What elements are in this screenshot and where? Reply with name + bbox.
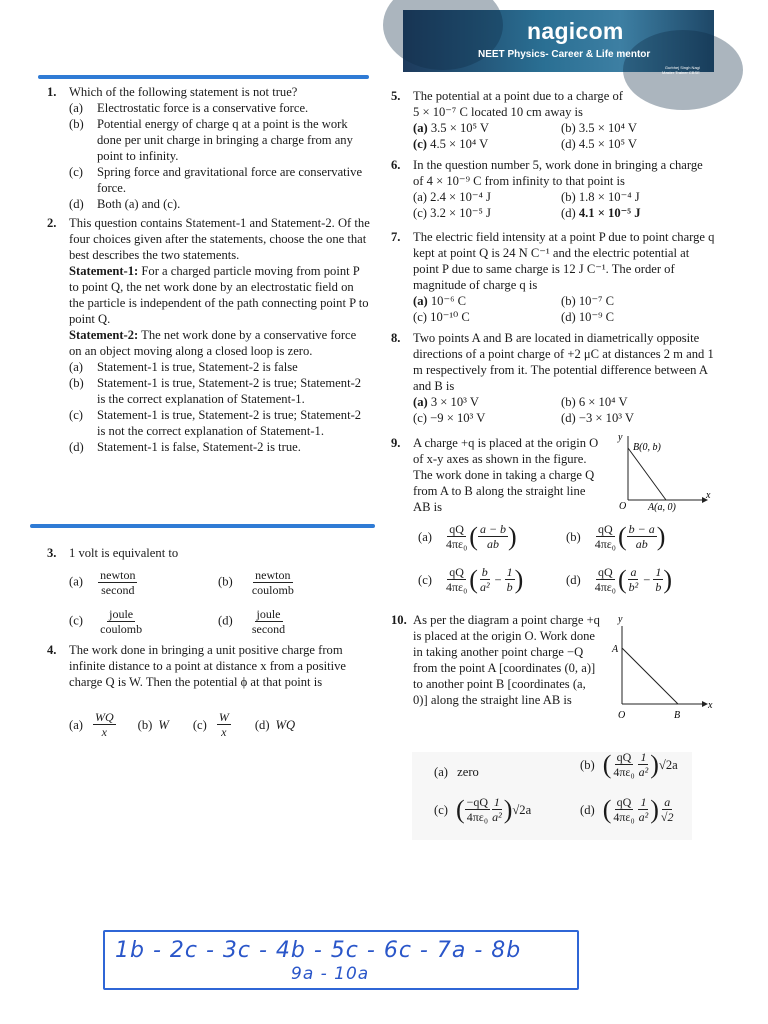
option-label: (d) — [561, 310, 576, 324]
answer-key-line-1: 1b - 2c - 3c - 4b - 5c - 6c - 7a - 8b — [115, 938, 522, 963]
option-c — [413, 309, 561, 325]
option-text: 6 × 10⁴ V — [578, 395, 628, 409]
question-text: The work done in bringing a unit positive charge from infinite distance to a point at distance x from a positive charge Q is W. Then the potential ϕ at that point is — [69, 643, 346, 689]
question-text: As per the diagram a point charge +q is placed at the origin O. Work done in taking another point charge −Q from the point A [coordinates (0, a)] to another point B [coordinates (a, 0)] along the straight line AB is — [413, 613, 600, 707]
option-d — [561, 309, 614, 325]
option-text: Statement-1 is true, Statement-2 is true; Statement-2 is not the correct explanation of Statement-1. — [97, 408, 362, 438]
option-label: (a) — [418, 529, 432, 544]
option-text: zero — [457, 765, 479, 779]
option-label: (c) — [69, 165, 83, 179]
option-label: (a) — [69, 717, 83, 732]
option-b — [218, 568, 296, 597]
numerator: newton — [255, 568, 291, 582]
option-text: Potential energy of charge q at a point is the work done per unit charge in bringing a charge from any point to infinity. — [97, 117, 353, 163]
denominator: b — [655, 580, 662, 594]
question-text: In the question number 5, work done in bringing a charge of 4 × 10⁻⁹ C from infinity to that point is — [413, 158, 703, 188]
option-label: (a) — [413, 121, 428, 135]
numerator: 1 — [640, 750, 647, 764]
point-a-label: A(a, 0) — [648, 502, 676, 513]
option-label: (c) — [413, 411, 427, 425]
option-label: (d) — [561, 206, 576, 220]
option-b — [561, 293, 614, 309]
question-4-options — [69, 710, 369, 739]
option-a — [413, 189, 561, 205]
option-label: (c) — [413, 137, 427, 151]
paren-right: ) — [508, 521, 517, 551]
numerator: qQ — [597, 565, 613, 579]
option-a — [413, 120, 561, 136]
option-label: (a) — [434, 765, 448, 779]
fraction — [490, 795, 504, 824]
numerator: qQ — [616, 795, 632, 809]
denominator: 4πε₀ — [613, 765, 635, 779]
denominator: √2 — [660, 810, 674, 824]
option-text: 10⁻⁹ C — [578, 310, 615, 324]
minus-sign: − — [494, 572, 502, 587]
option-b — [561, 189, 640, 205]
statement-1 — [69, 263, 371, 327]
paren-right: ) — [503, 794, 513, 824]
option-d — [69, 196, 371, 212]
question-number: 10. — [391, 613, 407, 627]
fraction — [505, 565, 515, 594]
denominator: ab — [635, 537, 648, 551]
point-b-label: B(0, b) — [633, 442, 661, 453]
fraction — [93, 710, 116, 739]
numerator: −qQ — [466, 795, 489, 809]
brand-banner — [403, 10, 714, 75]
option-text: Both (a) and (c). — [97, 197, 181, 211]
denominator: ab — [486, 537, 499, 551]
option-label: (a) — [413, 395, 428, 409]
question-4 — [47, 642, 371, 690]
question-1 — [47, 84, 371, 212]
denominator: 4πε₀ — [445, 537, 468, 551]
question-number: 1. — [47, 85, 57, 99]
numerator: qQ — [449, 565, 464, 579]
denominator: 4πε₀ — [594, 537, 616, 551]
option-c — [69, 607, 144, 636]
question-number: 9. — [391, 436, 401, 450]
fraction — [98, 568, 137, 597]
option-label: (c) — [413, 206, 427, 220]
option-text: 3.5 × 10⁵ V — [430, 121, 489, 135]
denominator: b² — [628, 580, 639, 594]
option-label: (d) — [580, 802, 595, 817]
numerator: 1 — [506, 565, 513, 579]
denominator: 4πε₀ — [445, 580, 468, 594]
option-b — [69, 375, 371, 407]
fraction — [250, 568, 296, 597]
answer-key-line-2: 9a - 10a — [291, 964, 370, 984]
option-label: (c) — [69, 408, 83, 422]
author-name: Gurbhej Singh Nagi — [664, 65, 700, 70]
numerator: a — [630, 565, 637, 579]
fraction — [659, 795, 676, 824]
option-label: (b) — [561, 294, 576, 308]
q9-option-b — [566, 522, 665, 551]
option-label: (b) — [561, 121, 576, 135]
fraction — [627, 565, 641, 594]
paren-left: ( — [617, 521, 627, 551]
line-ab — [628, 448, 666, 500]
option-text: −3 × 10³ V — [578, 411, 635, 425]
q10-figure — [606, 612, 716, 724]
x-label: x — [708, 700, 713, 711]
option-label: (b) — [137, 717, 153, 732]
fraction — [593, 522, 618, 551]
statement-text: For a charged particle moving from point P to point Q, the net work done by an electrostatic field on the particle is independent of the path connecting point P to point Q. — [69, 264, 369, 326]
option-text: 10⁻⁷ C — [578, 294, 615, 308]
question-text: Which of the following statement is not true? — [69, 85, 298, 99]
option-c — [413, 136, 561, 152]
option-d — [561, 205, 641, 221]
q10-option-d — [580, 795, 676, 824]
question-number: 8. — [391, 331, 401, 345]
fraction — [637, 795, 651, 824]
statement-label: Statement-1: — [69, 264, 139, 278]
question-text: This question contains Statement-1 and Statement-2. Of the four choices given after the statements, choose the one that best describes the two statements. — [69, 216, 370, 262]
option-text: W — [158, 717, 169, 732]
denominator: second — [251, 622, 286, 636]
brand-name: nagicom — [527, 18, 624, 44]
statement-label: Statement-2: — [69, 328, 139, 342]
q10-option-b — [580, 750, 678, 779]
option-text: Statement-1 is true, Statement-2 is false — [97, 360, 298, 374]
option-text: √2a — [658, 757, 678, 772]
question-text: A charge +q is placed at the origin O of x-y axes as shown in the figure. The work done in taking a charge Q from A to B along the straight line AB is — [413, 436, 599, 514]
option-text: 2.4 × 10⁻⁴ J — [430, 190, 491, 204]
answer-key-box — [103, 930, 579, 990]
author-title: Master Trainer CBSE — [662, 70, 700, 75]
q9-option-a — [418, 522, 517, 551]
numerator: qQ — [597, 522, 613, 536]
question-5 — [391, 88, 716, 152]
option-label: (c) — [69, 613, 83, 628]
fraction — [611, 750, 636, 779]
question-number: 4. — [47, 643, 57, 657]
numerator: 1 — [640, 795, 647, 809]
denominator: a² — [492, 810, 502, 824]
fraction — [478, 522, 508, 551]
option-text: 3.5 × 10⁴ V — [578, 121, 637, 135]
question-text: 1 volt is equivalent to — [69, 546, 179, 560]
option-text: 3.2 × 10⁻⁵ J — [430, 206, 491, 220]
fraction — [250, 607, 287, 636]
option-label: (b) — [561, 190, 576, 204]
option-d — [561, 410, 634, 426]
brand-tagline: NEET Physics- Career & Life mentor — [478, 49, 651, 60]
paren-left: ( — [469, 564, 478, 594]
paren-right: ) — [656, 521, 666, 551]
option-label: (b) — [566, 529, 581, 544]
paren-right: ) — [514, 564, 524, 594]
question-text: 5 × 10⁻⁷ C located 10 cm away is — [413, 105, 583, 119]
numerator: qQ — [449, 522, 464, 536]
option-text: Spring force and gravitational force are conservative force. — [97, 165, 363, 195]
option-a — [69, 359, 371, 375]
fraction — [217, 710, 231, 739]
numerator: newton — [100, 568, 136, 582]
point-a-label: A — [612, 644, 619, 655]
option-label: (a) — [69, 574, 83, 589]
option-text: 4.5 × 10⁵ V — [578, 137, 637, 151]
q9-figure — [608, 430, 712, 514]
question-3 — [47, 545, 371, 561]
brand-author — [662, 65, 700, 75]
option-c — [413, 205, 561, 221]
origin-label: O — [618, 710, 626, 721]
question-number: 2. — [47, 216, 57, 230]
option-b — [561, 394, 628, 410]
question-text: Two points A and B are located in diametrically opposite directions of a point charge of +2 μC at distances 2 m and 1 m respectively from it. The potential difference between A and B is — [413, 331, 714, 393]
option-b — [561, 120, 637, 136]
option-label: (a) — [69, 101, 83, 115]
question-9 — [391, 435, 601, 515]
option-text: 4.1 × 10⁻⁵ J — [578, 206, 641, 220]
denominator: x — [221, 725, 227, 739]
question-2 — [47, 215, 371, 455]
option-text: √2a — [512, 802, 532, 817]
fraction — [465, 795, 490, 824]
option-label: (b) — [218, 574, 233, 589]
option-label: (d) — [561, 137, 576, 151]
option-label: (d) — [218, 613, 233, 628]
paren-left: ( — [469, 521, 478, 551]
minus-sign: − — [643, 572, 651, 587]
option-label: (d) — [561, 411, 576, 425]
option-label: (b) — [580, 757, 595, 772]
option-c — [69, 407, 371, 439]
paren-right: ) — [650, 749, 659, 779]
denominator: a² — [479, 580, 490, 594]
option-label: (a) — [413, 190, 427, 204]
divider-line — [30, 524, 375, 528]
numerator: b — [481, 565, 488, 579]
origin-label: O — [619, 501, 627, 512]
option-label: (b) — [69, 117, 84, 131]
divider-line — [38, 75, 369, 79]
option-label: (d) — [254, 717, 270, 732]
fraction — [627, 522, 657, 551]
denominator: b — [506, 580, 513, 594]
option-label: (c) — [192, 717, 207, 732]
y-label: y — [618, 432, 623, 443]
option-text: 4.5 × 10⁴ V — [430, 137, 489, 151]
question-number: 6. — [391, 158, 401, 172]
option-d — [561, 136, 637, 152]
numerator: a − b — [479, 522, 507, 536]
option-label: (c) — [418, 572, 432, 587]
denominator: 4πε₀ — [466, 810, 489, 824]
option-label: (b) — [561, 395, 576, 409]
option-label: (d) — [69, 197, 84, 211]
fraction — [444, 565, 469, 594]
fraction — [444, 522, 469, 551]
option-label: (d) — [566, 572, 581, 587]
option-text: Electrostatic force is a conservative force. — [97, 101, 309, 115]
numerator: WQ — [94, 710, 114, 724]
option-label: (c) — [413, 310, 427, 324]
paren-left: ( — [602, 794, 612, 824]
numerator: b − a — [628, 522, 655, 536]
paren-left: ( — [617, 564, 627, 594]
numerator: joule — [256, 607, 281, 621]
paren-right: ) — [663, 564, 673, 594]
fraction — [98, 607, 144, 636]
option-label: (b) — [69, 376, 84, 390]
x-label: x — [706, 490, 711, 501]
denominator: a² — [638, 765, 649, 779]
denominator: 4πε₀ — [613, 810, 635, 824]
paren-right: ) — [650, 794, 659, 824]
statement-text: The net work done by a conservative force on an object moving along a closed loop is zero. — [69, 328, 357, 358]
question-text: The potential at a point due to a charge of — [413, 89, 623, 103]
numerator: qQ — [616, 750, 632, 764]
option-a — [413, 394, 561, 410]
option-label: (d) — [69, 440, 84, 454]
fraction — [637, 750, 651, 779]
paren-left: ( — [602, 749, 612, 779]
option-d — [69, 439, 371, 455]
line-ab — [622, 648, 678, 704]
denominator: 4πε₀ — [594, 580, 616, 594]
point-b-label: B — [674, 710, 681, 721]
q9-option-c — [418, 565, 523, 594]
q10-option-c — [434, 795, 531, 824]
question-number: 7. — [391, 230, 401, 244]
denominator: coulomb — [251, 583, 294, 597]
paren-left: ( — [455, 794, 465, 824]
statement-2 — [69, 327, 371, 359]
numerator: 1 — [655, 565, 662, 579]
numerator: joule — [109, 607, 134, 621]
option-d — [218, 607, 287, 636]
option-text: Statement-1 is true, Statement-2 is true; Statement-2 is the correct explanation of Statement-1. — [97, 376, 362, 406]
question-number: 5. — [391, 89, 401, 103]
option-text: 1.8 × 10⁻⁴ J — [578, 190, 640, 204]
option-a — [69, 568, 137, 597]
denominator: coulomb — [100, 622, 143, 636]
y-label: y — [618, 614, 623, 625]
numerator: W — [218, 710, 229, 724]
numerator: a — [664, 795, 671, 809]
option-a — [413, 293, 561, 309]
option-label: (a) — [413, 294, 428, 308]
q10-option-a — [434, 764, 479, 780]
fraction — [611, 795, 636, 824]
denominator: a² — [638, 810, 649, 824]
option-text: 10⁻¹⁰ C — [430, 310, 470, 324]
option-text: Statement-1 is false, Statement-2 is true. — [97, 440, 301, 454]
question-10 — [391, 612, 601, 708]
question-6 — [391, 157, 716, 221]
question-7 — [391, 229, 716, 325]
denominator: x — [101, 725, 107, 739]
option-a — [69, 100, 371, 116]
fraction — [478, 565, 492, 594]
q9-option-d — [566, 565, 672, 594]
option-text: −9 × 10³ V — [430, 411, 486, 425]
option-c — [413, 410, 561, 426]
denominator: second — [101, 583, 135, 597]
option-text: 10⁻⁶ C — [430, 294, 467, 308]
question-8 — [391, 330, 716, 426]
option-label: (a) — [69, 360, 83, 374]
option-b — [69, 116, 371, 164]
question-number: 3. — [47, 546, 57, 560]
option-text: WQ — [275, 717, 296, 732]
option-label: (c) — [434, 802, 448, 817]
option-text: 3 × 10³ V — [430, 395, 479, 409]
numerator: 1 — [493, 795, 500, 809]
question-text: The electric field intensity at a point P due to point charge q kept at point Q is 24 N C⁻¹ and the electric potential at point P due to same charge is 12 J C⁻¹. The order of magnitude of charge q is — [413, 230, 715, 292]
option-c — [69, 164, 371, 196]
fraction — [653, 565, 663, 594]
fraction — [593, 565, 618, 594]
